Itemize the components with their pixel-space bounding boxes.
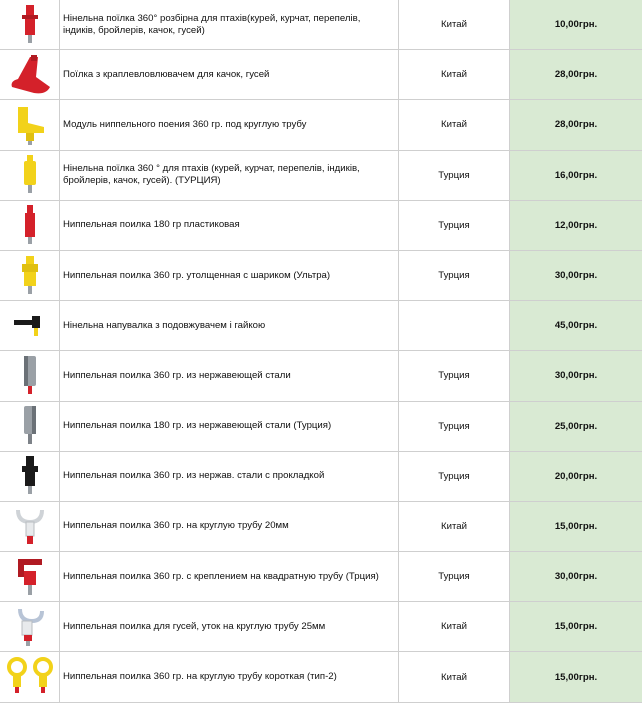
table-row <box>0 301 642 351</box>
product-price: 45,00грн. <box>510 301 642 351</box>
product-country: Китай <box>399 0 510 50</box>
product-price: 28,00грн. <box>510 50 642 100</box>
product-price: 12,00грн. <box>510 200 642 250</box>
product-name: Ниппельная поилка для гусей, уток на круглую трубу 25мм <box>60 602 399 652</box>
product-name: Нінельна напувалка з подовжувачем і гайкою <box>60 301 399 351</box>
product-country: Турция <box>399 150 510 200</box>
product-country: Китай <box>399 50 510 100</box>
steel-nipple-icon <box>15 354 45 398</box>
table-row <box>0 150 642 200</box>
black-extension-nipple-icon <box>10 304 50 348</box>
product-image-cell <box>0 301 60 351</box>
product-country: Китай <box>399 652 510 702</box>
product-name: Ниппельная поилка 360 гр. с креплением на квадратную трубу (Трция) <box>60 552 399 602</box>
product-image-cell <box>0 200 60 250</box>
product-image-cell <box>0 501 60 551</box>
table-row <box>0 602 642 652</box>
product-image-cell <box>0 100 60 150</box>
product-price: 30,00грн. <box>510 351 642 401</box>
red-nipple-drinker-icon <box>15 3 45 47</box>
table-row <box>0 401 642 451</box>
black-steel-nipple-icon <box>15 454 45 498</box>
product-country: Турция <box>399 351 510 401</box>
table-row <box>0 100 642 150</box>
product-price: 25,00грн. <box>510 401 642 451</box>
product-image-cell <box>0 451 60 501</box>
table-row <box>0 200 642 250</box>
product-image-cell <box>0 0 60 50</box>
product-country: Турция <box>399 451 510 501</box>
white-goose-nipple-icon <box>12 605 48 649</box>
table-row <box>0 451 642 501</box>
product-name: Ниппельная поилка 180 гр пластиковая <box>60 200 399 250</box>
product-image-cell <box>0 552 60 602</box>
product-country: Китай <box>399 602 510 652</box>
red-square-mount-nipple-icon <box>12 555 48 599</box>
table-row <box>0 351 642 401</box>
product-name: Модуль ниппельного поения 360 гр. под круглую трубу <box>60 100 399 150</box>
product-name: Нінельна поїлка 360 ° для птахів (курей, курчат, перепелів, індиків, бройлерів, качок, гусей). (ТУРЦИЯ) <box>60 150 399 200</box>
red-drip-cup-drinker-icon <box>6 53 54 97</box>
product-name: Ниппельная поилка 360 гр. утолщенная с шариком (Ультра) <box>60 250 399 300</box>
product-name: Ниппельная поилка 360 гр. из нержав. стали с прокладкой <box>60 451 399 501</box>
yellow-short-nipple-pair-icon <box>4 655 56 699</box>
product-image-cell <box>0 250 60 300</box>
table-row <box>0 552 642 602</box>
product-country: Турция <box>399 401 510 451</box>
product-name: Нінельна поїлка 360° розбірна для птахів(курей, курчат, перепелів, індиків, бройлерів, качок, гусей) <box>60 0 399 50</box>
product-image-cell <box>0 150 60 200</box>
table-row <box>0 0 642 50</box>
product-name: Поїлка з краплевловлювачем для качок, гусей <box>60 50 399 100</box>
product-image-cell <box>0 351 60 401</box>
yellow-ultra-nipple-icon <box>15 254 45 298</box>
product-country: Турция <box>399 200 510 250</box>
product-country <box>399 301 510 351</box>
yellow-nipple-module-icon <box>10 103 50 147</box>
product-country: Турция <box>399 250 510 300</box>
product-price: 15,00грн. <box>510 602 642 652</box>
product-country: Китай <box>399 100 510 150</box>
product-image-cell <box>0 602 60 652</box>
product-name: Ниппельная поилка 360 гр. из нержавеющей стали <box>60 351 399 401</box>
table-row <box>0 50 642 100</box>
product-name: Ниппельная поилка 180 гр. из нержавеющей стали (Турция) <box>60 401 399 451</box>
product-price: 30,00грн. <box>510 552 642 602</box>
product-image-cell <box>0 50 60 100</box>
steel-nipple-180-icon <box>15 404 45 448</box>
table-row <box>0 501 642 551</box>
product-country: Турция <box>399 552 510 602</box>
table-row <box>0 652 642 702</box>
product-price: 15,00грн. <box>510 652 642 702</box>
product-price: 28,00грн. <box>510 100 642 150</box>
table-row <box>0 250 642 300</box>
product-name: Ниппельная поилка 360 гр. на круглую трубу 20мм <box>60 501 399 551</box>
product-name: Ниппельная поилка 360 гр. на круглую трубу короткая (тип-2) <box>60 652 399 702</box>
product-price: 20,00грн. <box>510 451 642 501</box>
product-price: 16,00грн. <box>510 150 642 200</box>
product-price: 10,00грн. <box>510 0 642 50</box>
product-price: 30,00грн. <box>510 250 642 300</box>
product-country: Китай <box>399 501 510 551</box>
white-pipe-clamp-nipple-icon <box>12 504 48 548</box>
product-price: 15,00грн. <box>510 501 642 551</box>
product-image-cell <box>0 401 60 451</box>
product-image-cell <box>0 652 60 702</box>
red-plastic-nipple-icon <box>15 203 45 247</box>
yellow-nipple-drinker-icon <box>15 153 45 197</box>
